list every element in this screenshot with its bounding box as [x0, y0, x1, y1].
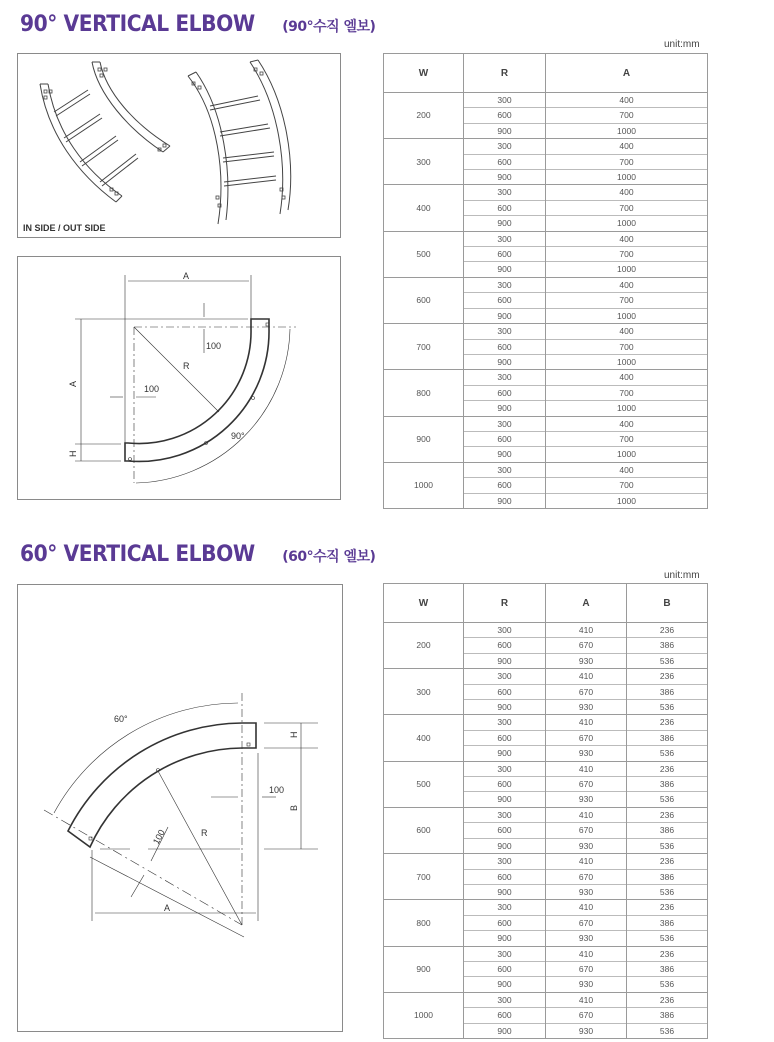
- table-cell: 900: [464, 401, 546, 416]
- header-b: B: [627, 584, 708, 623]
- spec-table-60: [383, 583, 708, 1039]
- table-row: [384, 231, 708, 246]
- table-cell: 300: [464, 185, 546, 200]
- header-w: W: [384, 54, 464, 93]
- dim-h: H: [68, 450, 78, 457]
- section-60-title: [20, 542, 375, 567]
- table-cell: 700: [546, 200, 708, 215]
- table-cell: 700: [546, 431, 708, 446]
- table-cell: 670: [546, 638, 627, 653]
- table-cell: 1000: [546, 262, 708, 277]
- ladder-elbow-illustration: [18, 54, 340, 237]
- table-cell: 410: [546, 992, 627, 1007]
- cell-w: 1000: [384, 992, 464, 1038]
- table-cell: 930: [546, 931, 627, 946]
- table-cell: 536: [627, 792, 708, 807]
- cell-w: 500: [384, 231, 464, 277]
- cell-w: 700: [384, 324, 464, 370]
- spec-table-60-body: [384, 623, 708, 1039]
- cell-w: 400: [384, 715, 464, 761]
- table-row: [384, 900, 708, 915]
- table-cell: 900: [464, 746, 546, 761]
- dim-100-top: 100: [206, 341, 222, 351]
- table-cell: 700: [546, 247, 708, 262]
- cell-w: 800: [384, 370, 464, 416]
- table-cell: 536: [627, 977, 708, 992]
- table-cell: 410: [546, 807, 627, 822]
- table-row: [384, 462, 708, 477]
- cell-w: 200: [384, 93, 464, 139]
- table-row: [384, 324, 708, 339]
- table-cell: 600: [464, 339, 546, 354]
- elbow-90-drawing-svg: [18, 257, 340, 499]
- table-cell: 900: [464, 700, 546, 715]
- table-cell: 600: [464, 915, 546, 930]
- table-cell: 386: [627, 777, 708, 792]
- table-cell: 386: [627, 1008, 708, 1023]
- table-cell: 900: [464, 123, 546, 138]
- table-cell: 300: [464, 462, 546, 477]
- table-cell: 900: [464, 262, 546, 277]
- table-row: [384, 992, 708, 1007]
- table-cell: 670: [546, 961, 627, 976]
- table-cell: 930: [546, 746, 627, 761]
- table-cell: 670: [546, 730, 627, 745]
- table-cell: 600: [464, 431, 546, 446]
- table-cell: 536: [627, 838, 708, 853]
- table-cell: 400: [546, 231, 708, 246]
- table-cell: 536: [627, 700, 708, 715]
- dim-100-right: 100: [269, 785, 285, 795]
- table-cell: 670: [546, 777, 627, 792]
- table-cell: 700: [546, 385, 708, 400]
- cell-w: 300: [384, 669, 464, 715]
- table-cell: 410: [546, 900, 627, 915]
- table-cell: 236: [627, 715, 708, 730]
- table-cell: 410: [546, 669, 627, 684]
- table-cell: 300: [464, 715, 546, 730]
- cell-w: 400: [384, 185, 464, 231]
- cell-w: 200: [384, 623, 464, 669]
- table-cell: 600: [464, 638, 546, 653]
- table-cell: 670: [546, 1008, 627, 1023]
- table-cell: 930: [546, 977, 627, 992]
- cell-w: 300: [384, 139, 464, 185]
- table-row: [384, 277, 708, 292]
- table-cell: 236: [627, 854, 708, 869]
- table-cell: 300: [464, 370, 546, 385]
- section-90-title: [20, 12, 375, 37]
- table-cell: 900: [464, 792, 546, 807]
- table-cell: 600: [464, 247, 546, 262]
- table-cell: 1000: [546, 216, 708, 231]
- table-cell: 930: [546, 884, 627, 899]
- table-cell: 1000: [546, 401, 708, 416]
- table-cell: 400: [546, 93, 708, 108]
- table-cell: 930: [546, 653, 627, 668]
- table-cell: 386: [627, 961, 708, 976]
- table-cell: 410: [546, 715, 627, 730]
- table-cell: 410: [546, 761, 627, 776]
- table-cell: 536: [627, 653, 708, 668]
- dim-h-60: H: [289, 731, 299, 738]
- dim-a-top: A: [183, 271, 190, 281]
- table-cell: 900: [464, 216, 546, 231]
- table-cell: 600: [464, 108, 546, 123]
- table-cell: 930: [546, 792, 627, 807]
- table-cell: 386: [627, 915, 708, 930]
- cell-w: 900: [384, 946, 464, 992]
- table-cell: 300: [464, 93, 546, 108]
- table-row: [384, 715, 708, 730]
- table-row: [384, 370, 708, 385]
- dim-angle-60: 60°: [114, 714, 128, 724]
- table-cell: 900: [464, 354, 546, 369]
- table-cell: 670: [546, 915, 627, 930]
- table-cell: 410: [546, 854, 627, 869]
- elbow-90-dimension-drawing: [17, 256, 341, 500]
- table-cell: 536: [627, 931, 708, 946]
- table-cell: 400: [546, 462, 708, 477]
- table-cell: 900: [464, 447, 546, 462]
- cell-w: 700: [384, 854, 464, 900]
- table-row: [384, 669, 708, 684]
- table-cell: 700: [546, 154, 708, 169]
- table-cell: 400: [546, 139, 708, 154]
- table-cell: 400: [546, 324, 708, 339]
- table-cell: 600: [464, 1008, 546, 1023]
- table-cell: 536: [627, 1023, 708, 1038]
- cell-w: 1000: [384, 462, 464, 508]
- cell-w: 600: [384, 807, 464, 853]
- header-w: W: [384, 584, 464, 623]
- table-row: [384, 946, 708, 961]
- table-cell: 300: [464, 623, 546, 638]
- table-cell: 410: [546, 946, 627, 961]
- table-cell: 300: [464, 946, 546, 961]
- dim-a-side: A: [68, 380, 78, 387]
- table-cell: 900: [464, 1023, 546, 1038]
- cell-w: 900: [384, 416, 464, 462]
- table-cell: 300: [464, 669, 546, 684]
- table-cell: 670: [546, 823, 627, 838]
- table-cell: 300: [464, 416, 546, 431]
- dim-100-diag: 100: [150, 827, 167, 846]
- table-cell: 1000: [546, 308, 708, 323]
- table-cell: 386: [627, 638, 708, 653]
- table-cell: 900: [464, 493, 546, 508]
- table-cell: 386: [627, 730, 708, 745]
- table-cell: 900: [464, 884, 546, 899]
- section-90-title-main: 90° VERTICAL ELBOW: [20, 12, 255, 37]
- table-cell: 600: [464, 777, 546, 792]
- table-cell: 236: [627, 946, 708, 961]
- table-cell: 670: [546, 684, 627, 699]
- table-cell: 236: [627, 900, 708, 915]
- table-cell: 900: [464, 653, 546, 668]
- section-60-title-korean: (60°수직 엘보): [282, 549, 376, 565]
- table-cell: 236: [627, 807, 708, 822]
- header-a: A: [546, 584, 627, 623]
- table-cell: 300: [464, 231, 546, 246]
- table-cell: 700: [546, 339, 708, 354]
- table-cell: 536: [627, 746, 708, 761]
- table-cell: 700: [546, 478, 708, 493]
- table-cell: 700: [546, 108, 708, 123]
- section-90-title-korean: (90°수직 엘보): [282, 19, 376, 35]
- table-cell: 600: [464, 684, 546, 699]
- table-cell: 600: [464, 823, 546, 838]
- table-header-row: [384, 54, 708, 93]
- table-cell: 386: [627, 823, 708, 838]
- spec-table-90: [383, 53, 708, 509]
- table-cell: 930: [546, 700, 627, 715]
- table-cell: 410: [546, 623, 627, 638]
- table-cell: 300: [464, 324, 546, 339]
- table-cell: 1000: [546, 354, 708, 369]
- table-header-row: [384, 584, 708, 623]
- table-cell: 600: [464, 293, 546, 308]
- cell-w: 800: [384, 900, 464, 946]
- table-cell: 300: [464, 854, 546, 869]
- table-row: [384, 623, 708, 638]
- table-cell: 536: [627, 884, 708, 899]
- table-cell: 900: [464, 308, 546, 323]
- table-row: [384, 416, 708, 431]
- table-cell: 700: [546, 293, 708, 308]
- table-cell: 1000: [546, 123, 708, 138]
- table-row: [384, 93, 708, 108]
- table-cell: 600: [464, 478, 546, 493]
- dim-r: R: [183, 361, 190, 371]
- spec-table-90-body: [384, 93, 708, 509]
- table-cell: 900: [464, 931, 546, 946]
- table-cell: 300: [464, 139, 546, 154]
- table-cell: 300: [464, 992, 546, 1007]
- elbow-60-dimension-drawing: [17, 584, 343, 1032]
- table-row: [384, 761, 708, 776]
- table-cell: 236: [627, 623, 708, 638]
- dim-100-left: 100: [144, 384, 160, 394]
- elbow-illustration-panel: [17, 53, 341, 238]
- table-row: [384, 139, 708, 154]
- unit-label-60: unit:mm: [664, 570, 700, 581]
- table-cell: 600: [464, 961, 546, 976]
- table-cell: 600: [464, 200, 546, 215]
- table-cell: 386: [627, 869, 708, 884]
- table-row: [384, 185, 708, 200]
- table-row: [384, 854, 708, 869]
- dim-angle-90: 90°: [231, 431, 245, 441]
- table-cell: 900: [464, 170, 546, 185]
- header-r: R: [464, 54, 546, 93]
- table-cell: 600: [464, 869, 546, 884]
- table-cell: 400: [546, 277, 708, 292]
- table-cell: 300: [464, 807, 546, 822]
- elbow-60-drawing-svg: [18, 585, 342, 1031]
- dim-a-60: A: [164, 903, 171, 913]
- header-r: R: [464, 584, 546, 623]
- table-cell: 236: [627, 761, 708, 776]
- table-cell: 930: [546, 838, 627, 853]
- table-row: [384, 807, 708, 822]
- table-cell: 670: [546, 869, 627, 884]
- header-a: A: [546, 54, 708, 93]
- table-cell: 900: [464, 838, 546, 853]
- dim-r-60: R: [201, 828, 208, 838]
- table-cell: 300: [464, 900, 546, 915]
- dim-b: B: [289, 804, 299, 811]
- cell-w: 600: [384, 277, 464, 323]
- table-cell: 400: [546, 416, 708, 431]
- unit-label-90: unit:mm: [664, 39, 700, 50]
- table-cell: 600: [464, 730, 546, 745]
- table-cell: 1000: [546, 170, 708, 185]
- table-cell: 300: [464, 277, 546, 292]
- table-cell: 386: [627, 684, 708, 699]
- table-cell: 1000: [546, 447, 708, 462]
- table-cell: 930: [546, 1023, 627, 1038]
- table-cell: 236: [627, 669, 708, 684]
- section-60-title-main: 60° VERTICAL ELBOW: [20, 542, 255, 567]
- table-cell: 600: [464, 154, 546, 169]
- photo-caption: IN SIDE / OUT SIDE: [23, 223, 106, 233]
- table-cell: 900: [464, 977, 546, 992]
- table-cell: 600: [464, 385, 546, 400]
- table-cell: 400: [546, 370, 708, 385]
- table-cell: 1000: [546, 493, 708, 508]
- table-cell: 400: [546, 185, 708, 200]
- table-cell: 300: [464, 761, 546, 776]
- cell-w: 500: [384, 761, 464, 807]
- table-cell: 236: [627, 992, 708, 1007]
